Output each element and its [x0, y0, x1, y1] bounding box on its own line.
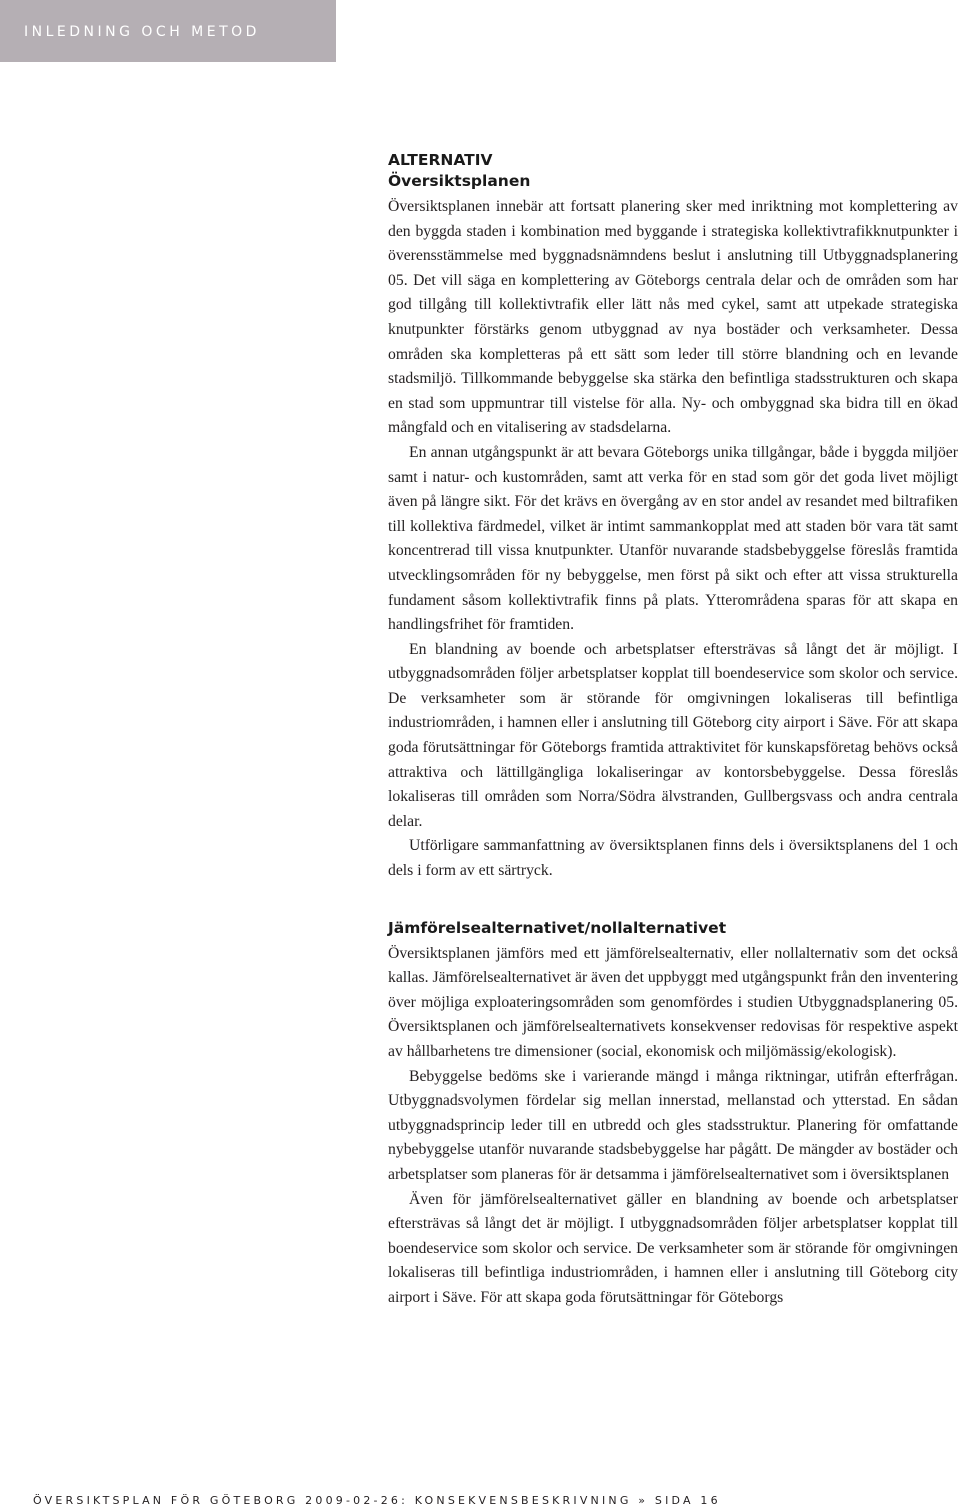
paragraph: Bebyggelse bedöms ske i varierande mängd i många riktningar, utifrån efterfrågan. Utbyggnadsvolymen fördelar sig mellan innerstad, mellanstad och ytterstad. En sådan utbyggnadsprincip leder till en utbredd och gles stadsstruktur. Planering för omfattande nybebyggelse utanför nuvarande stadsbebyggelse har pågått. De mängder av bostäder och arbetsplatser som planeras för är detsamma i jämförelsealternativet som i översiktsplanen: [388, 1067, 958, 1183]
paragraph: Översiktsplanen innebär att fortsatt planering sker med inriktning mot komplettering av den byggda staden i kombination med byggande i strategiska kollektivtrafikknutpunkter i överensstämmelse med byggnadsnämndens beslut i anslutning till Utbyggnadsplanering 05. Det vill säga en komplettering av Göteborgs centrala delar och de områden som har god tillgång till kollektivtrafik eller lätt nås med cykel, samt att utpekade strategiska knutpunkter förstärks genom utbyggnad av nya bostäder och verksamheter. Dessa områden ska kompletteras på ett sätt som leder till större blandning och en levande stadsmiljö. Tillkommande bebyggelse ska stärka den befintliga stadsstrukturen och skapa en stad som uppmuntrar till vistelse för alla. Ny- och ombyggnad ska bidra till en ökad mångfald och en vitalisering av stadsdelarna.: [388, 198, 958, 437]
paragraph: En annan utgångspunkt är att bevara Göteborgs unika tillgångar, både i byggda miljöer samt i natur- och kustområden, samt att verka för en stad som gör det goda livet möjligt även på längre sikt. För det krävs en övergång av en stor andel av resandet med biltrafiken till kollektiva färdmedel, vilket är intimt sammankopplat med att staden bör vara tät samt koncentrerad till vissa knutpunkter. Utanför nuvarande stadsbebyggelse föreslås framtida utvecklingsområden för ny bebyggelse, men först på sikt och efter att vissa strukturella fundament såsom kollektivtrafik finns på plats. Ytterområdena sparas för att skapa en handlingsfrihet för framtiden.: [388, 443, 958, 634]
main-content: [388, 150, 958, 1311]
jamforelsealternativet-heading: Jämförelsealternativet/nollalternativet: [388, 918, 727, 937]
paragraph: Även för jämförelsealternativet gäller en blandning av boende och arbetsplatser eftersträvas så långt det är möjligt. I utbyggnadsområden följer arbetsplatser kopplat till boendeservice som skolor och service. De verksamheter som är störande för omgivningen lokaliseras till befintliga industriområden, i hamnen eller i anslutning till Göteborg city airport i Säve. För att skapa goda förutsättningar för Göteborgs: [388, 1190, 958, 1306]
section-label: INLEDNING OCH METOD: [24, 24, 260, 40]
page-footer: ÖVERSIKTSPLAN FÖR GÖTEBORG 2009-02-26: KONSEKVENSBESKRIVNING » SIDA 16: [33, 1494, 721, 1507]
paragraph: Översiktsplanen jämförs med ett jämförelsealternativ, eller nollalternativ som det också kallas. Jämförelsealternativet är även det uppbyggt med utgångspunkt från den inventering över möjliga exploateringsområden som genomfördes i studien Utbyggnadsplanering 05. Översiktsplanen och jämförelsealternativets konsekvenser redovisas för respektive aspekt av hållbarhetens tre dimensioner (social, ekonomisk och miljömässig/ekologisk).: [388, 944, 958, 1060]
header-section-tab: [0, 0, 336, 62]
oversiktsplanen-heading: Översiktsplanen: [388, 172, 531, 190]
paragraph: En blandning av boende och arbetsplatser eftersträvas så långt det är möjligt. I utbyggnadsområden följer arbetsplatser kopplat till boendeservice som skolor och service. De verksamheter som är störande för omgivningen lokaliseras till befintliga industriområden, i hamnen eller i anslutning till Göteborg city airport i Säve. För att skapa goda förutsättningar för Göteborgs framtida attraktivitet för kunskapsföretag behövs också attraktiva och lättillgängliga lokaliseringar av kontorsbebyggelse. Dessa föreslås lokaliseras till områden som Norra/Södra älvstranden, Gullbergsvass och andra centrala delar.: [388, 640, 958, 830]
alternativ-kicker: ALTERNATIV: [388, 151, 493, 169]
paragraph: Utförligare sammanfattning av översiktsplanen finns dels i översiktsplanens del 1 och dels i form av ett särtryck.: [388, 837, 958, 880]
